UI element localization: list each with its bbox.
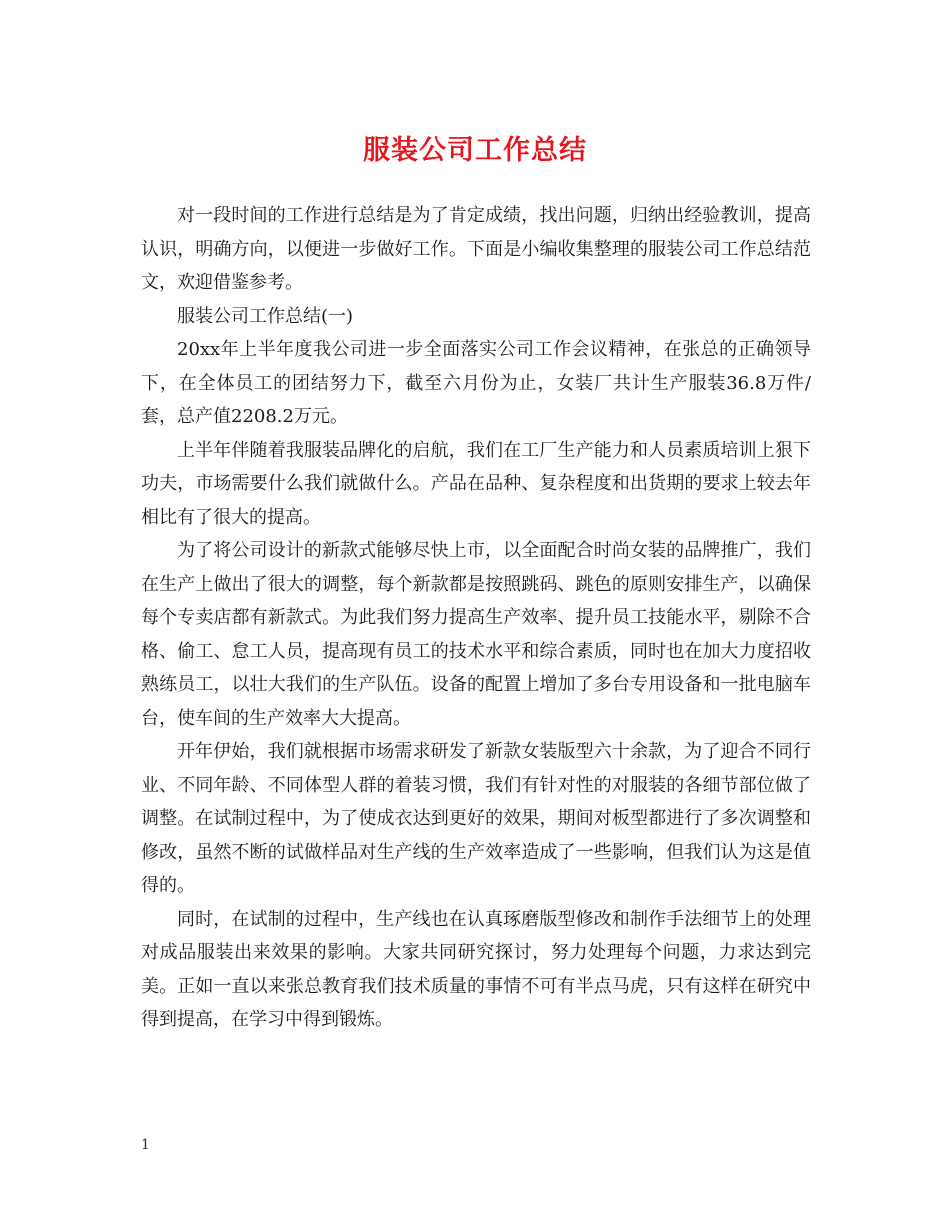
- document-body: [141, 199, 811, 1037]
- document-title: 服装公司工作总结: [363, 135, 587, 166]
- paragraph-intro: 对一段时间的工作进行总结是为了肯定成绩，找出问题，归纳出经验教训，提高认识，明确方向，以便进一步做好工作。下面是小编收集整理的服装公司工作总结范文，欢迎借鉴参考。: [141, 205, 811, 293]
- paragraph: 同时，在试制的过程中，生产线也在认真琢磨版型修改和制作手法细节上的处理对成品服装出来效果的影响。大家共同研究探讨，努力处理每个问题，力求达到完美。正如一直以来张总教育我们技术质量的事情不可有半点马虎，只有这样在研究中得到提高，在学习中得到锻炼。: [141, 908, 811, 1030]
- section-heading: 服装公司工作总结(一): [177, 305, 354, 327]
- paragraph: 20xx年上半年度我公司进一步全面落实公司工作会议精神，在张总的正确领导下，在全体员工的团结努力下，截至六月份为止，女装厂共计生产服装36.8万件/套，总产值2208.2万元。: [141, 339, 811, 427]
- page-number: 1: [141, 1137, 150, 1153]
- paragraph: 为了将公司设计的新款式能够尽快上市，以全面配合时尚女装的品牌推广，我们在生产上做出了很大的调整，每个新款都是按照跳码、跳色的原则安排生产，以确保每个专卖店都有新款式。为此我们努力提高生产效率、提升员工技能水平，剔除不合格、偷工、怠工人员，提高现有员工的技术水平和综合素质，同时也在加大力度招收熟练员工，以壮大我们的生产队伍。设备的配置上增加了多台专用设备和一批电脑车台，使车间的生产效率大大提高。: [141, 540, 811, 729]
- paragraph: 开年伊始，我们就根据市场需求研发了新款女装版型六十余款，为了迎合不同行业、不同年龄、不同体型人群的着装习惯，我们有针对性的对服装的各细节部位做了调整。在试制过程中，为了使成衣达到更好的效果，期间对板型都进行了多次调整和修改，虽然不断的试做样品对生产线的生产效率造成了一些影响，但我们认为这是值得的。: [141, 741, 811, 896]
- paragraph: 上半年伴随着我服装品牌化的启航，我们在工厂生产能力和人员素质培训上狠下功夫，市场需要什么我们就做什么。产品在品种、复杂程度和出货期的要求上较去年相比有了很大的提高。: [141, 439, 811, 528]
